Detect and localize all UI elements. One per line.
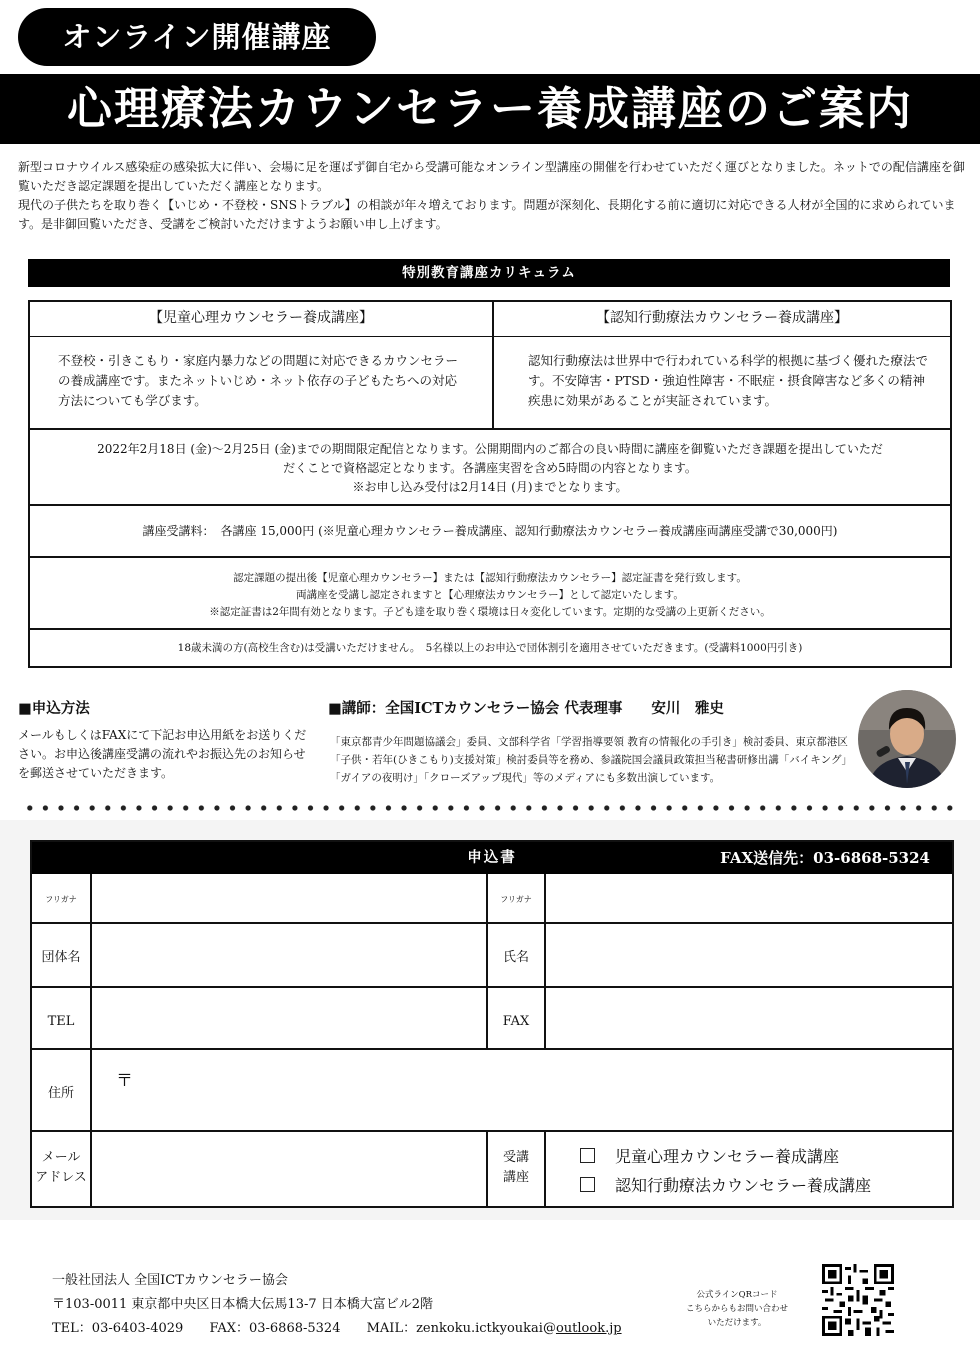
form-header [32, 842, 952, 874]
qr-caption-line: いただけます。 [707, 1318, 767, 1328]
period-line: 2022年2月18日 (金)〜2月25日 (金)までの期間限定配信となります。公開期間内のご都合の良い時間に講座を御覧いただき課題を提出していただ [97, 442, 883, 456]
footer-fax: FAX：03-6868-5324 [209, 1321, 341, 1336]
footer-contact [52, 1317, 622, 1336]
page-title: 心理療法カウンセラー養成講座のご案内 [0, 74, 980, 144]
postal-mark: 〒 [116, 1071, 133, 1091]
dotted-divider [22, 804, 962, 812]
qr-caption-line: 公式ラインQRコード [696, 1290, 778, 1300]
name-label: 氏名 [502, 950, 529, 965]
email-label-line: アドレス [35, 1170, 87, 1185]
period-line: だくことで資格認定となります。各講座実習を含め5時間の内容となります。 [283, 461, 697, 475]
age-discount-note: 18歳未満の方(高校生含む)は受講いただけません。 5名様以上のお申込で団体割引を適用させていただきます。(受講料1000円引き) [28, 630, 952, 668]
course-select-label-line: 受講 [502, 1150, 529, 1165]
furigana-label: フリガナ [45, 895, 77, 904]
course-cbt [494, 302, 950, 428]
lecturer-heading: ■講師：全国ICTカウンセラー協会 代表理事 安川 雅史 [328, 700, 724, 717]
period-line: ※お申し込み受付は2月14日 (月)までとなります。 [352, 480, 628, 494]
footer-address: 〒103-0011 東京都中央区日本橋大伝馬13-7 日本橋大富ビル2階 [52, 1297, 434, 1312]
email-label-line: メール [41, 1150, 81, 1165]
curriculum-header: 特別教育講座カリキュラム [28, 259, 950, 287]
name-field[interactable] [546, 924, 950, 986]
name-furigana-field[interactable] [546, 876, 950, 922]
group-furigana-field[interactable] [92, 876, 484, 922]
fax-label: FAX [502, 1014, 530, 1029]
course-child-psychology [30, 302, 494, 428]
cert-line: 認定課題の提出後【児童心理カウンセラー】または【認知行動療法カウンセラー】認定証書を発行致します。 [233, 572, 747, 584]
furigana-label: フリガナ [500, 895, 532, 904]
address-field[interactable] [92, 1050, 950, 1130]
address-label: 住所 [47, 1086, 74, 1101]
cert-line: 両講座を受講し認定されますと【心理療法カウンセラー】として認定いたします。 [296, 589, 684, 601]
cert-line: ※認定証書は2年間有効となります。子ども達を取り巻く環境は日々変化しています。定期的な受講の上更新ください。 [209, 606, 771, 618]
footer-organization: 一般社団法人 全国ICTカウンセラー協会 [52, 1273, 288, 1288]
online-course-badge: オンライン開催講座 [18, 8, 376, 66]
course-select-label-line: 講座 [502, 1170, 529, 1185]
apply-method-text: メールもしくはFAXにて下記お申込用紙をお送りください。お申込後講座受講の流れやお振込先のお知らせを郵送させていただきます。 [18, 728, 307, 780]
fee-info: 講座受講料： 各講座 15,000円 (※児童心理カウンセラー養成講座、認知行動療法カウンセラー養成講座両講座受講で30,000円) [28, 506, 952, 558]
application-form [30, 840, 954, 1208]
fax-field[interactable] [546, 988, 950, 1048]
mail-prefix: MAIL：zenkoku.ictkyoukai@ [366, 1321, 556, 1336]
period-info [28, 428, 952, 506]
lecturer-bio: 「東京都青少年問題協議会」委員、文部科学省「学習指導要領 教育の情報化の手引き」検討委員、東京都港区「子供・若年(ひきこもり)支援対策」検討委員等を務め、参議院国会議員政策担当秘書研修出講「バイキング」「ガイアの夜明け」「クローズアップ現代」等のメディアにも多数出演しています。 [330, 736, 852, 784]
footer-tel: TEL：03-6403-4029 [52, 1321, 184, 1336]
email-label [32, 1148, 90, 1188]
course-title: 【認知行動療法カウンセラー養成講座】 [494, 302, 950, 337]
course-description: 認知行動療法は世界中で行われている科学的根拠に基づく優れた療法です。不安障害・PTSD・強迫性障害・不眠症・摂食障害など多くの精神疾患に効果があることが実証されています。 [528, 353, 929, 408]
qr-caption [672, 1288, 802, 1330]
checkbox[interactable] [580, 1148, 595, 1163]
fax-number: FAX送信先：03-6868-5324 [720, 849, 930, 867]
intro-paragraph: 現代の子供たちを取り巻く【いじめ・不登校・SNSトラブル】の相談が年々増えております。問題が深刻化、長期化する前に適切に対応できる人材が全国的に求められています。是非御回覧いただき、受講をご検討いただけますようお願い申し上げます。 [18, 198, 956, 231]
course-description: 不登校・引きこもり・家庭内暴力などの問題に対応できるカウンセラーの養成講座です。またネットいじめ・ネット依存の子どもたちへの対応方法についても学びます。 [58, 353, 459, 408]
tel-field[interactable] [92, 988, 484, 1048]
email-field[interactable] [92, 1132, 484, 1206]
option-label: 児童心理カウンセラー養成講座 [615, 1147, 840, 1166]
option-label: 認知行動療法カウンセラー養成講座 [615, 1176, 872, 1195]
course-title: 【児童心理カウンセラー養成講座】 [30, 302, 492, 337]
certificate-info [28, 558, 952, 630]
form-title: 申込書 [467, 849, 517, 866]
group-name-field[interactable] [92, 924, 484, 986]
course-option-cbt[interactable] [580, 1173, 871, 1196]
course-option-child-psychology[interactable] [580, 1144, 839, 1167]
group-name-label: 団体名 [41, 950, 81, 965]
footer-mail [367, 1321, 622, 1336]
course-table [28, 300, 952, 430]
tel-label: TEL [47, 1014, 75, 1029]
mail-domain-link[interactable]: outlook.jp [555, 1321, 622, 1336]
line-qr-code[interactable] [822, 1264, 894, 1336]
course-select-label [488, 1148, 544, 1188]
qr-caption-line: こちらからもお問い合わせ [685, 1304, 788, 1314]
checkbox[interactable] [580, 1177, 595, 1192]
intro-text [18, 158, 968, 234]
intro-paragraph: 新型コロナウイルス感染症の感染拡大に伴い、会場に足を運ばず御自宅から受講可能なオンライン型講座の開催を行わせていただく運びとなりました。ネットでの配信講座を御覧いただき認定課題を提出していただく講座となります。 [18, 160, 965, 193]
apply-method-heading: ■申込方法 [18, 700, 90, 717]
form-col-divider [544, 1130, 546, 1206]
lecturer-photo [858, 690, 956, 788]
